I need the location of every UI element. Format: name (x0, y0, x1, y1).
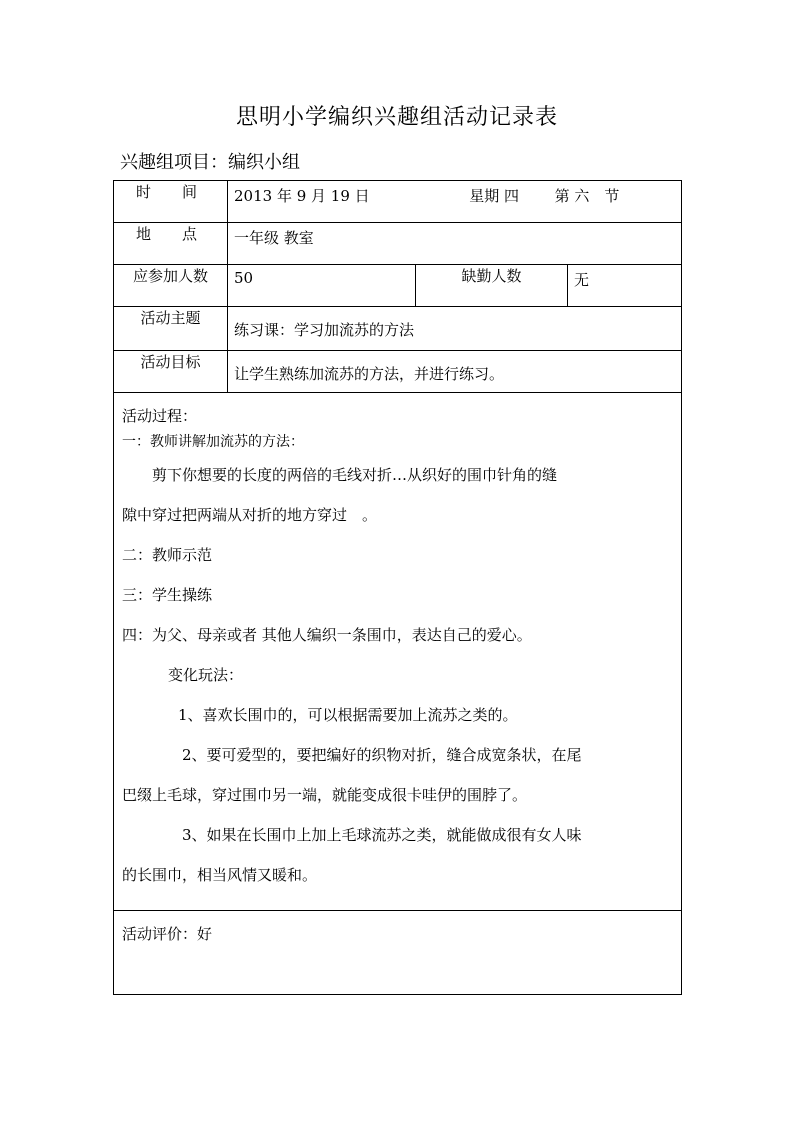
process-step-4: 四：为父、母亲或者 其他人编织一条围巾，表达自己的爱心。 (122, 626, 532, 644)
theme-value: 练习课：学习加流苏的方法 (228, 307, 682, 351)
expected-label: 应参加人数 (114, 265, 228, 307)
process-step-1: 一：教师讲解加流苏的方法： (122, 434, 304, 450)
process-cell (114, 393, 682, 911)
time-row (114, 181, 682, 223)
project-line: 兴趣组项目：编织小组 (120, 152, 300, 173)
place-label: 地 点 (114, 223, 228, 265)
attendance-row (114, 265, 682, 307)
process-row (114, 393, 682, 911)
process-step-3: 三：学生操练 (122, 586, 213, 604)
evaluation-row (114, 911, 682, 995)
goal-label: 活动目标 (114, 351, 228, 393)
time-label: 时 间 (114, 181, 228, 223)
process-variation-3b: 的长围巾，相当风情又暖和。 (122, 866, 318, 884)
goal-row (114, 351, 682, 393)
weekday: 星期 四 (469, 187, 519, 205)
process-variation-3a: 3、如果在长围巾上加上毛球流苏之类，就能做成很有女人味 (182, 826, 582, 844)
process-step-1-text-a: 剪下你想要的长度的两倍的毛线对折…从织好的围巾针角的缝 (152, 466, 558, 484)
record-table (113, 180, 682, 995)
place-row (114, 223, 682, 265)
process-variation-1: 1、喜欢长围巾的，可以根据需要加上流苏之类的。 (178, 706, 518, 724)
theme-label: 活动主题 (114, 307, 228, 351)
page-title: 思明小学编织兴趣组活动记录表 (235, 105, 558, 130)
process-heading: 活动过程： (122, 407, 198, 425)
absent-label: 缺勤人数 (416, 265, 568, 307)
time-value-cell (228, 181, 682, 223)
place-value: 一年级 教室 (228, 223, 682, 265)
process-variation-2b: 巴缀上毛球，穿过围巾另一端，就能变成很卡哇伊的围脖了。 (122, 786, 528, 804)
period: 第 六 节 (554, 187, 620, 205)
expected-value: 50 (228, 265, 416, 307)
absent-value: 无 (568, 265, 682, 307)
process-step-1-text-b: 隙中穿过把两端从对折的地方穿过 。 (122, 506, 378, 524)
process-variation-2a: 2、要可爱型的，要把编好的织物对折，缝合成宽条状，在尾 (182, 746, 582, 764)
goal-value: 让学生熟练加流苏的方法，并进行练习。 (228, 351, 682, 393)
process-variation-heading: 变化玩法： (168, 666, 244, 684)
time-value: 2013 年 9 月 19 日 (234, 187, 370, 205)
theme-row (114, 307, 682, 351)
process-step-2: 二：教师示范 (122, 546, 213, 564)
evaluation-text: 活动评价：好 (114, 911, 682, 995)
